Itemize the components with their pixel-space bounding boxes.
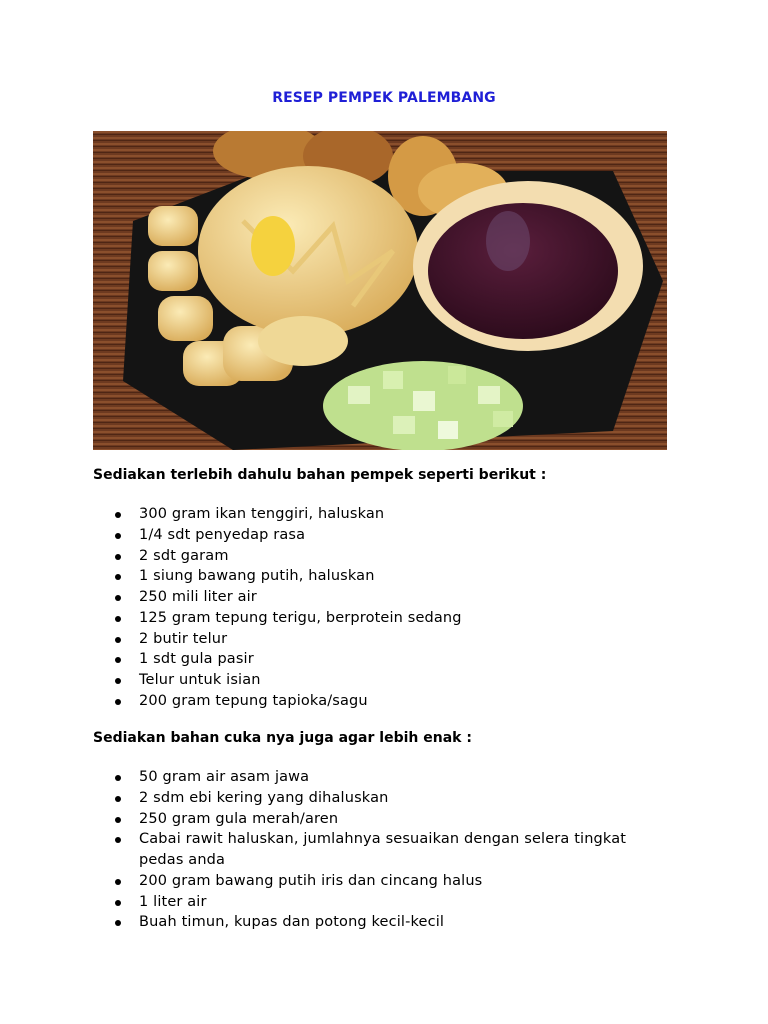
list-item: 200 gram bawang putih iris dan cincang halus [93, 871, 693, 892]
list-item: Buah timun, kupas dan potong kecil-kecil [93, 912, 693, 933]
bullet-icon [115, 616, 121, 622]
cucumber-pieces [323, 361, 523, 450]
cuko-bowl [413, 181, 643, 351]
bullet-icon [115, 900, 121, 906]
list-item: 200 gram tepung tapioka/sagu [93, 691, 693, 712]
page-title: RESEP PEMPEK PALEMBANG [272, 90, 496, 106]
list-item: Telur untuk isian [93, 670, 693, 691]
list-item: 1 liter air [93, 892, 693, 913]
list-item: 2 butir telur [93, 629, 693, 650]
ingredients-heading: Sediakan terlebih dahulu bahan pempek seperti berikut : [93, 467, 547, 483]
list-item: 2 sdt garam [93, 546, 693, 567]
cuko-ingredient-list [93, 767, 693, 933]
bullet-icon [115, 699, 121, 705]
bullet-icon [115, 595, 121, 601]
bullet-icon [115, 533, 121, 539]
cuko-heading: Sediakan bahan cuka nya juga agar lebih enak : [93, 730, 472, 746]
bullet-icon [115, 657, 121, 663]
bullet-icon [115, 837, 121, 843]
bullet-icon [115, 574, 121, 580]
list-item: 250 gram gula merah/aren [93, 809, 693, 830]
list-item: 300 gram ikan tenggiri, haluskan [93, 504, 693, 525]
bullet-icon [115, 817, 121, 823]
list-item: 250 mili liter air [93, 587, 693, 608]
bullet-icon [115, 879, 121, 885]
list-item: 50 gram air asam jawa [93, 767, 693, 788]
bullet-icon [115, 796, 121, 802]
list-item: 1 siung bawang putih, haluskan [93, 566, 693, 587]
bullet-icon [115, 775, 121, 781]
list-item: 1 sdt gula pasir [93, 649, 693, 670]
bullet-icon [115, 920, 121, 926]
list-item: 125 gram tepung terigu, berprotein sedang [93, 608, 693, 629]
bullet-icon [115, 554, 121, 560]
list-item: 2 sdm ebi kering yang dihaluskan [93, 788, 693, 809]
pempek-ingredient-list [93, 504, 693, 712]
bullet-icon [115, 512, 121, 518]
bullet-icon [115, 678, 121, 684]
list-item: 1/4 sdt penyedap rasa [93, 525, 693, 546]
bullet-icon [115, 637, 121, 643]
list-item: Cabai rawit haluskan, jumlahnya sesuaikan dengan selera tingkat pedas anda [93, 829, 659, 871]
pempek-palembang-photo [93, 131, 667, 450]
